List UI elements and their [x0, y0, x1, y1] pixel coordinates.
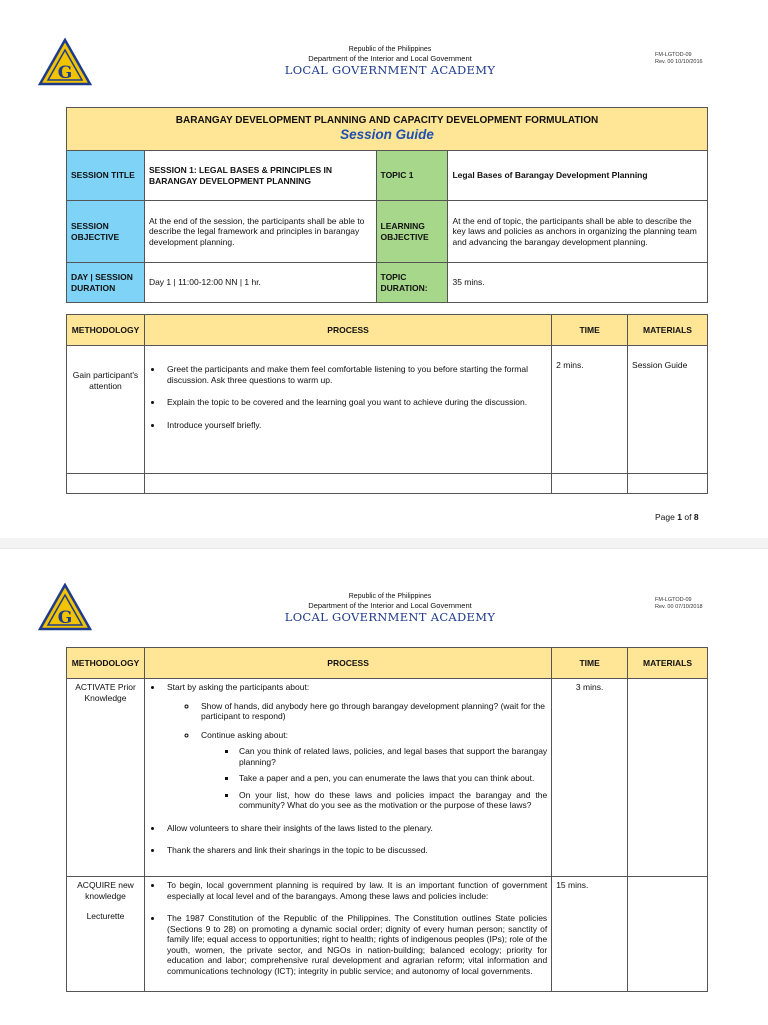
table-row: [67, 679, 708, 877]
list-item: ▪ Take a paper and a pen, you can enumerate the laws that you can think about.: [237, 773, 547, 784]
topic-value: Legal Bases of Barangay Development Planning: [448, 151, 708, 201]
header-department: Department of the Interior and Local Government: [308, 601, 472, 610]
time-cell: 15 mins.: [552, 877, 628, 992]
topic-duration-value: 35 mins.: [448, 263, 708, 303]
col-materials: MATERIALS: [628, 648, 708, 679]
list-item: • Explain the topic to be covered and the learning goal you want to achieve during the discussion.: [163, 397, 547, 408]
table-row: [67, 346, 708, 474]
materials-cell: [628, 877, 708, 992]
list-item: ◦ Show of hands, did anybody here go through barangay development planning? (wait for the participant to respond): [197, 701, 547, 722]
process-cell: [144, 679, 551, 877]
header-form-code: [655, 597, 703, 611]
methodology-cell: ACQUIRE new knowledge Lecturette: [67, 877, 145, 992]
process-cell: [144, 346, 551, 474]
header-center: [250, 592, 530, 625]
banner-subtitle: Session Guide: [340, 127, 434, 142]
process-cell: [144, 877, 551, 992]
methodology-table-p2: [66, 647, 708, 992]
list-item: ▪ Can you think of related laws, policies, and legal bases that support the barangay planning?: [237, 746, 547, 767]
col-time: TIME: [552, 648, 628, 679]
methodology-table-p1: [66, 314, 708, 494]
form-revision: Rev. 00 10/10/2016: [655, 59, 703, 65]
col-process: PROCESS: [144, 315, 551, 346]
session-title-label: SESSION TITLE: [67, 151, 145, 201]
list-item: • Start by asking the participants about: ◦ Show of hands, did anybody here go through barangay development planning? (wait for the participant to respond) ◦ Continue asking about: ▪ Can you think of related laws, policies, and legal bases that support the barangay planning? ▪ Take a paper and a pen, you can enumerate the laws that you can think about. ▪ On your list, how do these laws and policies impact the barangay and the community? What do you see as the motivation or the purpose of these laws?: [163, 682, 547, 811]
list-item: • The 1987 Constitution of the Republic of the Philippines. The Constitution outlines State policies (Sections 9 to 28) on promoting a dynamic social order; dignity of every human person; sanctity of family life; equal access to opportunities; right to health; rights of indigenous peoples (IPs); role of the youth, women, the private sector, and NGOs in nation-building; balanced ecology; priority for education and labor; comprehensive rural development and agrarian reform; vital information and communications technology (ICT); integrity in public service; and autonomy of local governments.: [163, 913, 547, 976]
col-materials: MATERIALS: [628, 315, 708, 346]
list-item: ◦ Continue asking about: ▪ Can you think of related laws, policies, and legal bases that support the barangay planning? ▪ Take a paper and a pen, you can enumerate the laws that you can think about. ▪ On your list, how do these laws and policies impact the barangay and the community? What do you see as the motivation or the purpose of these laws?: [197, 730, 547, 811]
form-code: FM-LGTOD-09: [655, 52, 692, 58]
session-objective-value: At the end of the session, the participants shall be able to describe the legal framework and principles in barangay development planning.: [144, 201, 376, 263]
header-center: [250, 45, 530, 78]
lga-logo-icon: [38, 38, 92, 88]
header-republic: Republic of the Philippines: [348, 46, 432, 53]
methodology-cell: Gain participant's attention: [67, 346, 145, 474]
col-methodology: METHODOLOGY: [67, 648, 145, 679]
learning-objective-label: LEARNING OBJECTIVE: [376, 201, 448, 263]
page-number: Page 1 of 8: [655, 512, 699, 522]
table-row: [67, 877, 708, 992]
header-form-code: [655, 52, 703, 66]
list-item: • Thank the sharers and link their sharings in the topic to be discussed.: [163, 845, 547, 856]
col-time: TIME: [552, 315, 628, 346]
time-cell: 3 mins.: [552, 679, 628, 877]
header-republic: Republic of the Philippines: [348, 593, 432, 600]
list-item: • Introduce yourself briefly.: [163, 420, 547, 431]
duration-value: Day 1 | 11:00-12:00 NN | 1 hr.: [144, 263, 376, 303]
session-objective-label: SESSION OBJECTIVE: [67, 201, 145, 263]
materials-cell: Session Guide: [628, 346, 708, 474]
session-title-banner: [67, 108, 708, 151]
header-academy: LOCAL GOVERNMENT ACADEMY: [284, 63, 496, 77]
list-item: • Allow volunteers to share their insights of the laws listed to the plenary.: [163, 823, 547, 834]
col-methodology: METHODOLOGY: [67, 315, 145, 346]
session-title-value: SESSION 1: LEGAL BASES & PRINCIPLES IN BARANGAY DEVELOPMENT PLANNING: [144, 151, 376, 201]
col-process: PROCESS: [144, 648, 551, 679]
page-2: [0, 548, 768, 1025]
form-revision: Rev. 00 07/10/2018: [655, 604, 703, 610]
methodology-cell: ACTIVATE Prior Knowledge: [67, 679, 145, 877]
topic-label: TOPIC 1: [376, 151, 448, 201]
learning-objective-value: At the end of topic, the participants shall be able to describe the key laws and policies as anchors in organizing the planning team and advancing the barangay development planning.: [448, 201, 708, 263]
svg-text:G: G: [57, 608, 73, 628]
session-info-table: [66, 107, 708, 303]
table-row-empty: [67, 474, 708, 494]
banner-title: BARANGAY DEVELOPMENT PLANNING AND CAPACITY DEVELOPMENT FORMULATION: [175, 115, 599, 126]
header-department: Department of the Interior and Local Government: [308, 54, 472, 63]
list-item: • To begin, local government planning is required by law. It is an important function of government especially at local level and of the barangays. Among these laws and policies include:: [163, 880, 547, 901]
header-academy: LOCAL GOVERNMENT ACADEMY: [284, 610, 496, 624]
page-gap: [0, 538, 768, 548]
materials-cell: [628, 679, 708, 877]
svg-text:G: G: [57, 63, 73, 83]
form-code: FM-LGTOD-09: [655, 597, 692, 603]
list-item: • Greet the participants and make them feel comfortable listening to you before starting the formal discussion. Ask three questions to warm up.: [163, 364, 547, 385]
duration-label: DAY | SESSION DURATION: [67, 263, 145, 303]
topic-duration-label: TOPIC DURATION:: [376, 263, 448, 303]
lga-logo-icon: [38, 583, 92, 633]
time-cell: 2 mins.: [552, 346, 628, 474]
list-item: ▪ On your list, how do these laws and policies impact the barangay and the community? What do you see as the motivation or the purpose of these laws?: [237, 790, 547, 811]
